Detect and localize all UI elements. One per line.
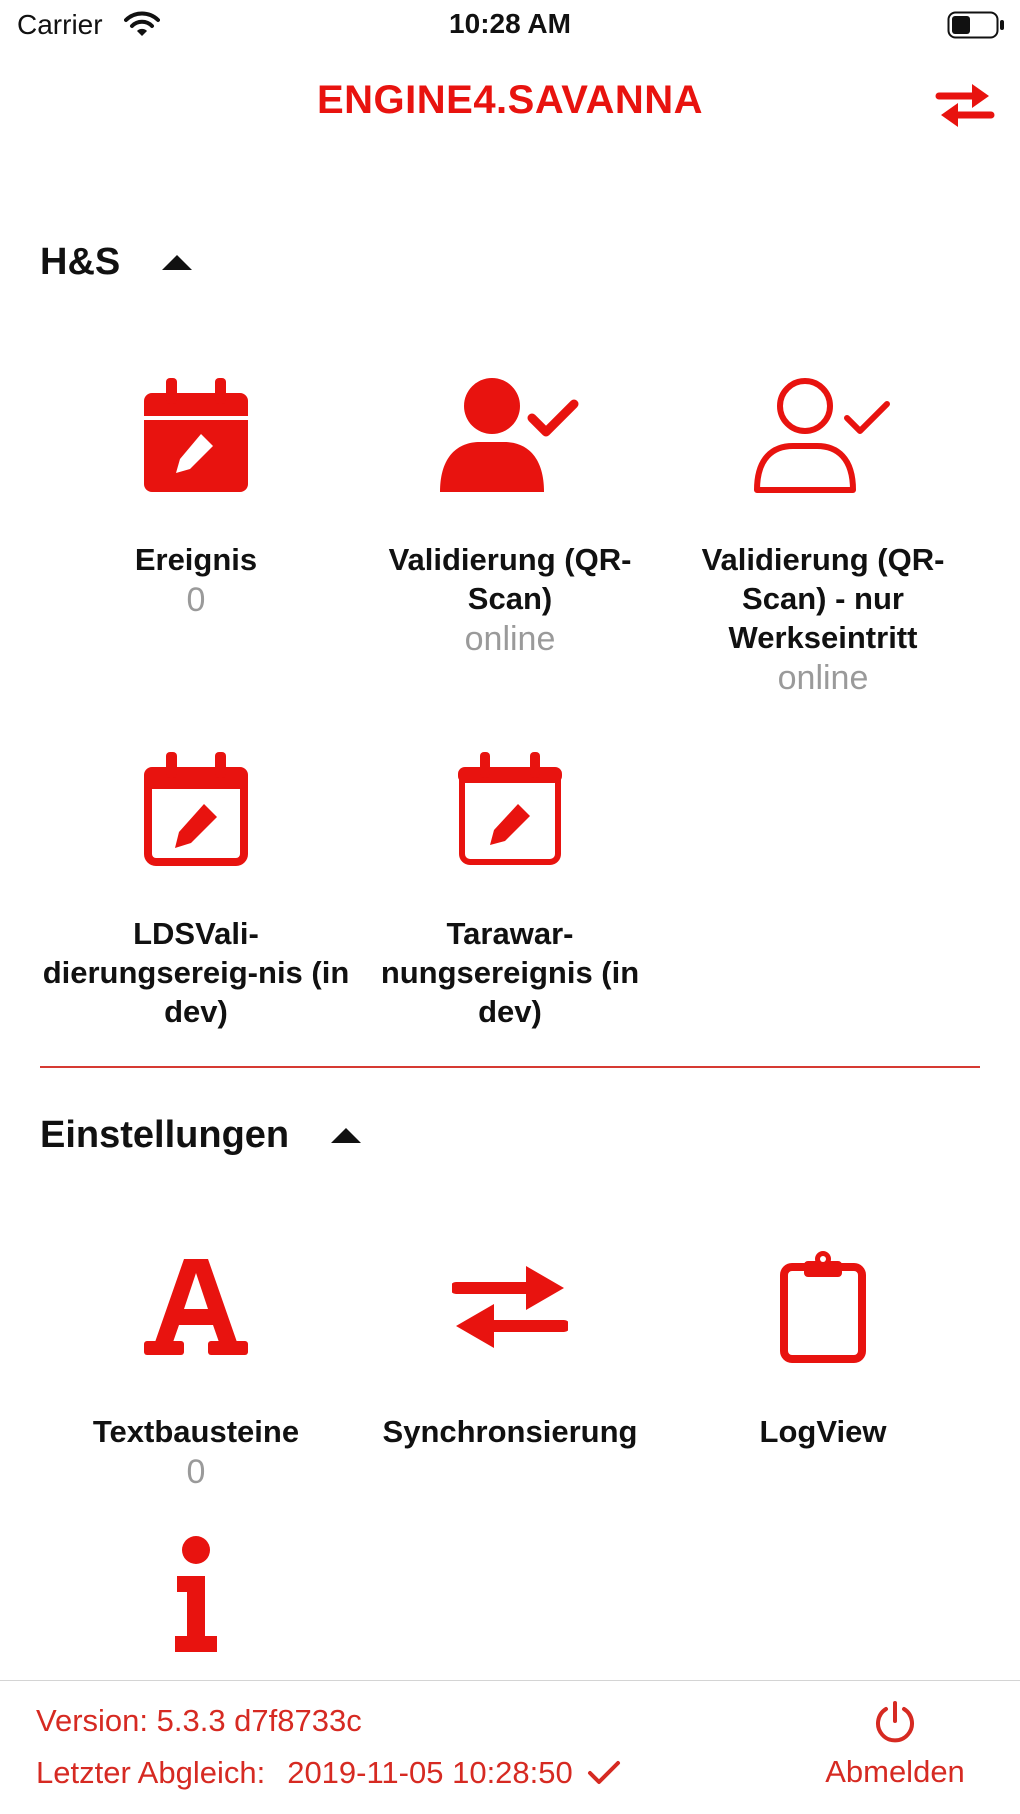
tile-status: online — [464, 620, 556, 658]
clipboard-icon — [668, 1242, 978, 1372]
last-sync-label: Letzter Abgleich: — [36, 1755, 266, 1790]
battery-icon — [947, 11, 1005, 44]
caret-up-icon — [329, 1125, 363, 1145]
app-title: ENGINE4.SAVANNA — [316, 78, 704, 122]
logout-label: Abmelden — [825, 1754, 965, 1789]
tile-lds-validierungsereignis[interactable] — [41, 744, 351, 1031]
section-header-einstellungen[interactable] — [40, 1110, 363, 1160]
caret-up-icon — [160, 252, 194, 272]
tile-synchronsierung[interactable] — [355, 1242, 665, 1451]
sync-nav-button[interactable] — [935, 80, 995, 135]
calendar-edit-outline-icon — [41, 744, 351, 874]
tile-logview[interactable] — [668, 1242, 978, 1451]
last-sync-value: 2019-11-05 10:28:50 — [287, 1755, 573, 1790]
carrier-label: Carrier — [17, 9, 103, 40]
font-a-icon — [41, 1242, 351, 1372]
version-text: Version: 5.3.3 d7f8733c — [36, 1703, 362, 1738]
logout-button[interactable] — [800, 1699, 990, 1790]
last-sync — [36, 1755, 621, 1791]
tile-label: Tarawar-nungsereignis (in dev) — [380, 916, 640, 1029]
tile-info[interactable] — [41, 1530, 351, 1660]
power-icon — [872, 1699, 918, 1745]
section-header-hs[interactable] — [40, 237, 194, 287]
tile-status: online — [777, 659, 869, 697]
status-time: 10:28 AM — [449, 8, 571, 39]
check-icon — [587, 1760, 621, 1786]
tile-tarawarnungsereignis[interactable] — [355, 744, 665, 1031]
swap-arrows-icon — [935, 80, 995, 130]
status-bar — [0, 0, 1020, 50]
calendar-edit-outline-icon — [355, 744, 665, 874]
tile-label: Textbausteine — [92, 1414, 300, 1449]
tile-label: LDSVali-dierungsereig-nis (in dev) — [42, 916, 350, 1029]
tile-label: LogView — [759, 1414, 887, 1449]
tile-label: Synchronsierung — [382, 1414, 638, 1449]
tile-count: 0 — [186, 1453, 206, 1491]
tile-validierung-werkseintritt[interactable] — [668, 370, 978, 699]
user-check-filled-icon — [355, 370, 665, 500]
info-icon — [41, 1530, 351, 1660]
tile-textbausteine[interactable] — [41, 1242, 351, 1493]
tile-label: Ereignis — [134, 542, 258, 577]
tile-validierung-qr[interactable] — [355, 370, 665, 660]
swap-arrows-icon — [355, 1242, 665, 1372]
user-check-outline-icon — [668, 370, 978, 500]
tile-count: 0 — [186, 581, 206, 619]
calendar-edit-filled-icon — [41, 370, 351, 500]
footer — [0, 1680, 1020, 1814]
section-title: Einstellungen — [40, 1113, 290, 1156]
tile-label: Validierung (QR-Scan) - nur Werkseintritt — [701, 542, 945, 655]
tile-label: Validierung (QR-Scan) — [388, 542, 632, 616]
section-title: H&S — [40, 240, 121, 283]
tile-ereignis[interactable] — [41, 370, 351, 621]
section-divider — [40, 1066, 980, 1068]
